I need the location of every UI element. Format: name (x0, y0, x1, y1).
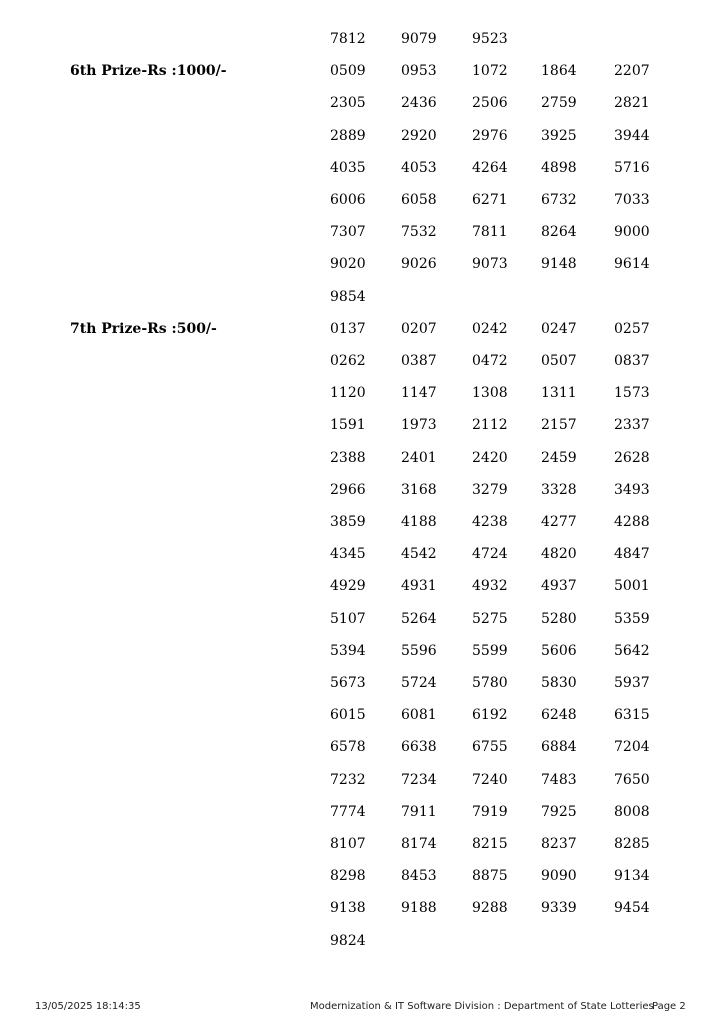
ticket-number: 6732 (541, 192, 577, 208)
ticket-number: 4188 (401, 514, 437, 530)
ticket-number: 8264 (541, 224, 577, 240)
number-row (0, 512, 724, 544)
ticket-number: 2112 (472, 417, 508, 433)
ticket-number: 8875 (472, 868, 508, 884)
ticket-number: 6271 (472, 192, 508, 208)
number-row (0, 866, 724, 898)
ticket-number: 6015 (330, 707, 366, 723)
ticket-number: 2920 (401, 128, 437, 144)
ticket-number: 2821 (614, 95, 650, 111)
ticket-number: 6755 (472, 739, 508, 755)
ticket-number: 7925 (541, 804, 577, 820)
ticket-number: 4898 (541, 160, 577, 176)
ticket-number: 0262 (330, 353, 366, 369)
ticket-number: 9138 (330, 900, 366, 916)
number-row (0, 319, 724, 351)
ticket-number: 0472 (472, 353, 508, 369)
ticket-number: 1591 (330, 417, 366, 433)
ticket-number: 6248 (541, 707, 577, 723)
ticket-number: 5606 (541, 643, 577, 659)
ticket-number: 9026 (401, 256, 437, 272)
ticket-number: 1120 (330, 385, 366, 401)
ticket-number: 4288 (614, 514, 650, 530)
ticket-number: 0509 (330, 63, 366, 79)
ticket-number: 7307 (330, 224, 366, 240)
ticket-number: 7232 (330, 772, 366, 788)
number-row (0, 287, 724, 319)
ticket-number: 6058 (401, 192, 437, 208)
ticket-number: 4238 (472, 514, 508, 530)
ticket-number: 2420 (472, 450, 508, 466)
ticket-number: 8298 (330, 868, 366, 884)
ticket-number: 5599 (472, 643, 508, 659)
ticket-number: 9073 (472, 256, 508, 272)
ticket-number: 4277 (541, 514, 577, 530)
number-row (0, 448, 724, 480)
ticket-number: 0257 (614, 321, 650, 337)
ticket-number: 0137 (330, 321, 366, 337)
ticket-number: 5280 (541, 611, 577, 627)
ticket-number: 5001 (614, 578, 650, 594)
ticket-number: 4929 (330, 578, 366, 594)
ticket-number: 0247 (541, 321, 577, 337)
ticket-number: 5107 (330, 611, 366, 627)
ticket-number: 8285 (614, 836, 650, 852)
ticket-number: 8107 (330, 836, 366, 852)
ticket-number: 0507 (541, 353, 577, 369)
ticket-number: 6192 (472, 707, 508, 723)
ticket-number: 1573 (614, 385, 650, 401)
ticket-number: 9134 (614, 868, 650, 884)
ticket-number: 9339 (541, 900, 577, 916)
number-row (0, 415, 724, 447)
ticket-number: 3168 (401, 482, 437, 498)
ticket-number: 2401 (401, 450, 437, 466)
prize-label: 7th Prize-Rs :500/- (70, 321, 217, 337)
ticket-number: 2459 (541, 450, 577, 466)
ticket-number: 1308 (472, 385, 508, 401)
number-row (0, 834, 724, 866)
ticket-number: 1147 (401, 385, 437, 401)
prize-label: 6th Prize-Rs :1000/- (70, 63, 227, 79)
ticket-number: 4847 (614, 546, 650, 562)
ticket-number: 4724 (472, 546, 508, 562)
ticket-number: 5716 (614, 160, 650, 176)
number-row (0, 576, 724, 608)
ticket-number: 3859 (330, 514, 366, 530)
number-row (0, 351, 724, 383)
ticket-number: 7234 (401, 772, 437, 788)
ticket-number: 1973 (401, 417, 437, 433)
ticket-number: 6578 (330, 739, 366, 755)
ticket-number: 5596 (401, 643, 437, 659)
ticket-number: 4937 (541, 578, 577, 594)
ticket-number: 7774 (330, 804, 366, 820)
number-row (0, 383, 724, 415)
footer-timestamp: 13/05/2025 18:14:35 (35, 1001, 141, 1012)
ticket-number: 5359 (614, 611, 650, 627)
ticket-number: 4931 (401, 578, 437, 594)
number-row (0, 641, 724, 673)
ticket-number: 3328 (541, 482, 577, 498)
ticket-number: 0837 (614, 353, 650, 369)
number-row (0, 480, 724, 512)
ticket-number: 5937 (614, 675, 650, 691)
number-row (0, 609, 724, 641)
ticket-number: 7204 (614, 739, 650, 755)
ticket-number: 9288 (472, 900, 508, 916)
ticket-number: 1311 (541, 385, 577, 401)
ticket-number: 7812 (330, 31, 366, 47)
ticket-number: 8453 (401, 868, 437, 884)
ticket-number: 2889 (330, 128, 366, 144)
ticket-number: 1864 (541, 63, 577, 79)
number-row (0, 254, 724, 286)
ticket-number: 5780 (472, 675, 508, 691)
ticket-number: 4932 (472, 578, 508, 594)
number-row (0, 673, 724, 705)
ticket-number: 9824 (330, 933, 366, 949)
ticket-number: 6006 (330, 192, 366, 208)
ticket-number: 5830 (541, 675, 577, 691)
ticket-number: 4820 (541, 546, 577, 562)
ticket-number: 0387 (401, 353, 437, 369)
ticket-number: 4542 (401, 546, 437, 562)
ticket-number: 2337 (614, 417, 650, 433)
number-row (0, 898, 724, 930)
ticket-number: 7811 (472, 224, 508, 240)
number-row (0, 737, 724, 769)
ticket-number: 7240 (472, 772, 508, 788)
ticket-number: 7483 (541, 772, 577, 788)
ticket-number: 8215 (472, 836, 508, 852)
ticket-number: 4345 (330, 546, 366, 562)
ticket-number: 3493 (614, 482, 650, 498)
ticket-number: 0953 (401, 63, 437, 79)
ticket-number: 9188 (401, 900, 437, 916)
ticket-number: 2966 (330, 482, 366, 498)
ticket-number: 2628 (614, 450, 650, 466)
ticket-number: 0242 (472, 321, 508, 337)
ticket-number: 3925 (541, 128, 577, 144)
ticket-number: 6081 (401, 707, 437, 723)
ticket-number: 9854 (330, 289, 366, 305)
ticket-number: 4035 (330, 160, 366, 176)
ticket-number: 9090 (541, 868, 577, 884)
ticket-number: 3279 (472, 482, 508, 498)
ticket-number: 5724 (401, 675, 437, 691)
number-row (0, 126, 724, 158)
ticket-number: 2207 (614, 63, 650, 79)
ticket-number: 2305 (330, 95, 366, 111)
ticket-number: 2157 (541, 417, 577, 433)
number-row (0, 931, 724, 963)
ticket-number: 9614 (614, 256, 650, 272)
number-row (0, 544, 724, 576)
footer-division: Modernization & IT Software Division : Department of State Lotteries (310, 1001, 654, 1012)
number-row (0, 802, 724, 834)
ticket-number: 9454 (614, 900, 650, 916)
ticket-number: 9020 (330, 256, 366, 272)
ticket-number: 0207 (401, 321, 437, 337)
ticket-number: 3944 (614, 128, 650, 144)
ticket-number: 9000 (614, 224, 650, 240)
number-row (0, 190, 724, 222)
ticket-number: 6315 (614, 707, 650, 723)
ticket-number: 5642 (614, 643, 650, 659)
ticket-number: 5275 (472, 611, 508, 627)
ticket-number: 8008 (614, 804, 650, 820)
ticket-number: 5673 (330, 675, 366, 691)
ticket-number: 5394 (330, 643, 366, 659)
number-row (0, 61, 724, 93)
ticket-number: 8174 (401, 836, 437, 852)
ticket-number: 4053 (401, 160, 437, 176)
ticket-number: 6638 (401, 739, 437, 755)
ticket-number: 9148 (541, 256, 577, 272)
ticket-number: 9523 (472, 31, 508, 47)
ticket-number: 8237 (541, 836, 577, 852)
ticket-number: 6884 (541, 739, 577, 755)
number-row (0, 222, 724, 254)
ticket-number: 2388 (330, 450, 366, 466)
ticket-number: 5264 (401, 611, 437, 627)
ticket-number: 7919 (472, 804, 508, 820)
number-row (0, 705, 724, 737)
number-row (0, 93, 724, 125)
ticket-number: 4264 (472, 160, 508, 176)
ticket-number: 9079 (401, 31, 437, 47)
ticket-number: 2506 (472, 95, 508, 111)
ticket-number: 7650 (614, 772, 650, 788)
ticket-number: 1072 (472, 63, 508, 79)
ticket-number: 7033 (614, 192, 650, 208)
ticket-number: 2976 (472, 128, 508, 144)
ticket-number: 2759 (541, 95, 577, 111)
number-row (0, 770, 724, 802)
footer-page-number: Page 2 (652, 1001, 686, 1012)
number-row (0, 29, 724, 61)
ticket-number: 7532 (401, 224, 437, 240)
number-row (0, 158, 724, 190)
ticket-number: 2436 (401, 95, 437, 111)
ticket-number: 7911 (401, 804, 437, 820)
